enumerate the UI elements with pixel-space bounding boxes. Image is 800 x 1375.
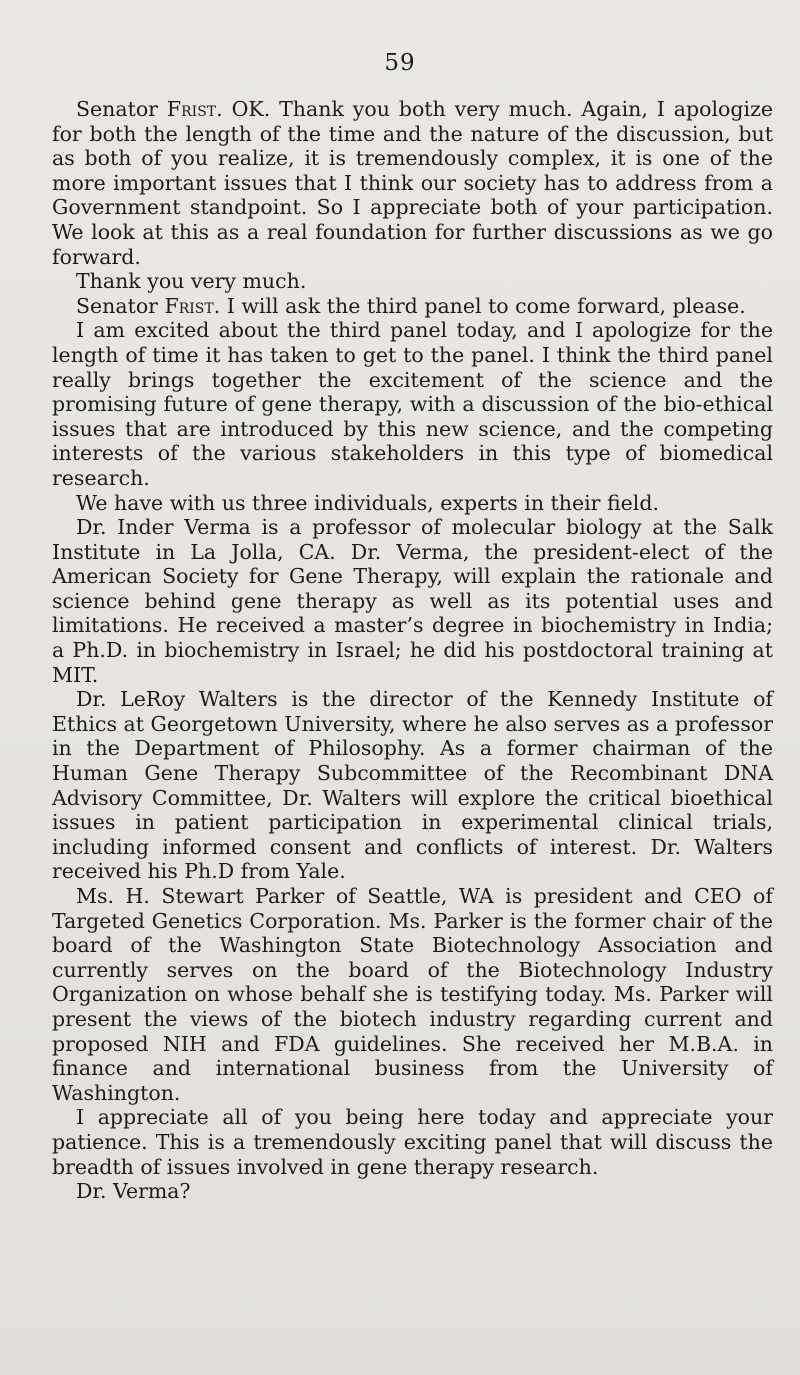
paragraph-text: I am excited about the third panel today, and I apologize for the length of time it has taken to get to the panel. I think the third panel really brings together the excitement of the science and the promising future of gene therapy, with a discussion of the bio-ethical issues that are introduced by this new science, and the competing interests of the various stakeholders in this type of biomedical research. <box>52 318 773 490</box>
paragraph <box>52 687 773 884</box>
speaker-prefix: Senator <box>76 97 167 121</box>
paragraph <box>52 884 773 1105</box>
paragraph <box>52 1179 773 1204</box>
paragraph <box>52 97 773 269</box>
paragraph-text: Dr. LeRoy Walters is the director of the Kennedy Institute of Ethics at Georgetown University, where he also serves as a professor in the Department of Philosophy. As a former chairman of the Human Gene Therapy Subcommittee of the Recombinant DNA Advisory Committee, Dr. Walters will explore the critical bioethical issues in patient participation in experimental clinical trials, including informed consent and conflicts of interest. Dr. Walters received his Ph.D from Yale. <box>52 687 773 884</box>
paragraph-text: I appreciate all of you being here today and appreciate your patience. This is a tremendously exciting panel that will discuss the breadth of issues involved in gene therapy research. <box>52 1105 773 1179</box>
paragraph <box>52 269 773 294</box>
paragraph <box>52 294 773 319</box>
paragraph <box>52 1105 773 1179</box>
speaker-name: Frist <box>164 293 214 318</box>
paragraph-text: We have with us three individuals, experts in their field. <box>76 490 659 515</box>
paragraph-text: . I will ask the third panel to come forward, please. <box>213 293 746 318</box>
paragraph-text: Dr. Verma? <box>76 1179 191 1204</box>
paragraph <box>52 318 773 490</box>
paragraph <box>52 491 773 516</box>
paragraph-text: . OK. Thank you both very much. Again, I apologize for both the length of the time and the nature of the discussion, but as both of you realize, it is tremendously complex, it is one of the more important issues that I think our society has to address from a Government standpoint. So I appreciate both of your participation. We look at this as a real foundation for further discussions as we go forward. <box>52 97 773 269</box>
paragraph-text: Dr. Inder Verma is a professor of molecular biology at the Salk Institute in La Jolla, CA. Dr. Verma, the president-elect of the American Society for Gene Therapy, will explain the rationale and science behind gene therapy as well as its potential uses and limitations. He received a master’s degree in biochemistry in India; a Ph.D. in biochemistry in Israel; he did his postdoctoral training at MIT. <box>52 515 773 687</box>
page-number: 59 <box>384 50 416 76</box>
speaker-name: Frist <box>166 97 217 121</box>
paragraph <box>52 515 773 687</box>
paragraph-text: Thank you very much. <box>76 269 307 294</box>
body-text <box>52 97 773 1204</box>
speaker-prefix: Senator <box>76 293 165 318</box>
paragraph-text: Ms. H. Stewart Parker of Seattle, WA is president and CEO of Targeted Genetics Corporation. Ms. Parker is the former chair of the board of the Washington State Biotechnology Association and currently serves on the board of the Biotechnology Industry Organization on whose behalf she is testifying today. Ms. Parker will present the views of the biotech industry regarding current and proposed NIH and FDA guidelines. She received her M.B.A. in finance and international business from the University of Washington. <box>52 884 773 1105</box>
